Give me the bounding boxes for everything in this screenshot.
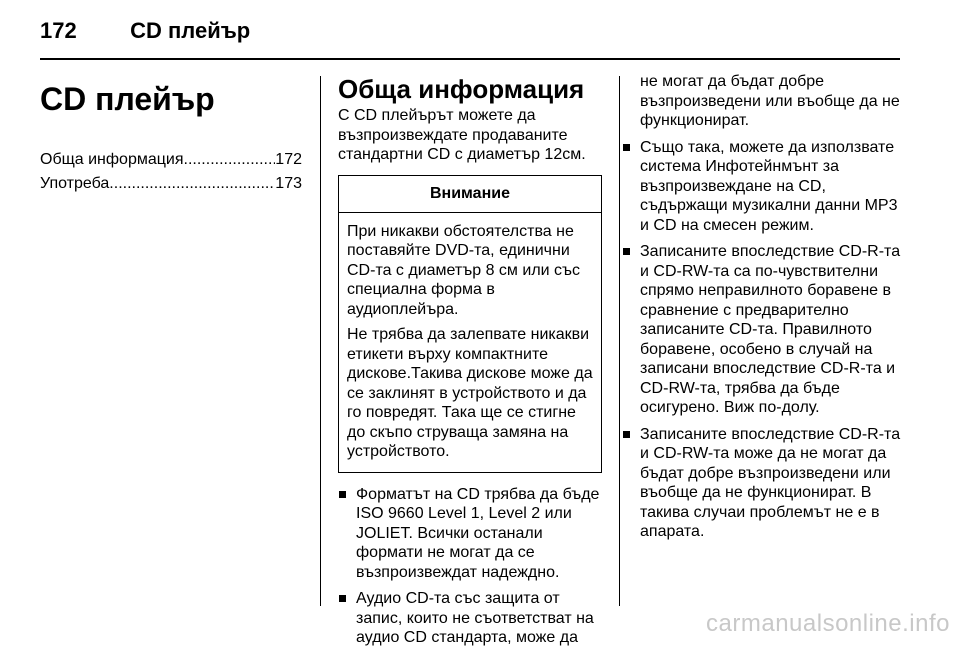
toc-entry-label: Употреба: [40, 175, 110, 192]
list-item-continuation: [622, 72, 908, 131]
column-divider-right: [619, 76, 620, 606]
notice-heading: Внимание: [339, 176, 601, 213]
list-item-text: Аудио CD-та със защита от запис, които не съответстват на аудио CD стандарта, може да: [356, 590, 594, 646]
notice-paragraph: При никакви обстоятелства не поставяйте DVD-та, единични CD-та с диаметър 8 см или със специална форма в аудиоплейъра.: [347, 222, 581, 318]
notice-body: [339, 213, 601, 472]
bullet-list: [338, 485, 602, 648]
bullet-square-icon: [623, 144, 630, 151]
running-title: CD плейър: [130, 18, 251, 43]
toc-entry-page: 172: [275, 151, 302, 168]
notice-paragraph: Не трябва да залепвате никакви етикети върху компактните дискове.Такива дискове може да се заклинят в устройството и да го повредят. Така ще се стигне до скъпо струваща замяна на устройството.: [347, 326, 593, 460]
column-divider-left: [320, 76, 321, 606]
page-number: 172: [40, 18, 77, 43]
bullet-square-icon: [339, 491, 346, 498]
list-item: [338, 485, 602, 583]
toc-column: [40, 72, 302, 196]
notice-box: [338, 175, 602, 473]
list-item: [338, 589, 602, 648]
list-item-text: Записаните впоследствие CD-R-та и CD-RW-та може да не могат да бъдат добре възпроизведени или въобще да не функционират. В такива случаи проблемът не е в апарата.: [640, 425, 901, 540]
bullet-square-icon: [623, 248, 630, 255]
toc-entry-page: 173: [275, 175, 302, 192]
watermark: carmanualsonline.info: [706, 610, 950, 637]
content-column-right: [622, 72, 908, 549]
chapter-title: CD плейър: [40, 81, 215, 117]
toc-leader: [109, 172, 275, 196]
list-item-text: Също така, можете да използвате система Инфотейнмънт за възпроизвеждане на CD, съдържащи музикални данни MP3 и CD на смесен режим.: [640, 138, 898, 234]
toc-entry[interactable]: [40, 172, 302, 196]
list-item-text: не могат да бъдат добре възпроизведени или въобще да не функционират.: [640, 73, 900, 129]
content-column-middle: [338, 72, 602, 655]
bullet-square-icon: [623, 431, 630, 438]
toc-entry[interactable]: [40, 148, 302, 172]
list-item: [622, 138, 908, 236]
list-item: [622, 242, 908, 418]
toc-leader: [184, 148, 276, 172]
list-item-text: Форматът на CD трябва да бъде ISO 9660 Level 1, Level 2 или JOLIET. Всички останали формати не могат да се възпроизвеждат надеждно.: [356, 485, 600, 581]
header-rule: [40, 58, 900, 60]
list-item: [622, 425, 908, 542]
page-header: [40, 14, 250, 48]
section-title: Обща информация: [338, 74, 585, 104]
list-item-text: Записаните впоследствие CD-R-та и CD-RW-та са по-чувствителни спрямо неправилното боравене в сравнение с предварително записаните CD-та. Правилното боравене, особено в случай на записани впоследствие CD-R-та и CD-RW-та, трябва да бъде осигурено. Виж по-долу.: [640, 243, 901, 416]
section-intro: С CD плейърът можете да възпроизвеждате продаваните стандартни CD с диаметър 12см.: [338, 107, 586, 163]
bullet-list-continued: [622, 72, 908, 542]
bullet-square-icon: [339, 595, 346, 602]
toc-entry-label: Обща информация: [40, 151, 184, 168]
